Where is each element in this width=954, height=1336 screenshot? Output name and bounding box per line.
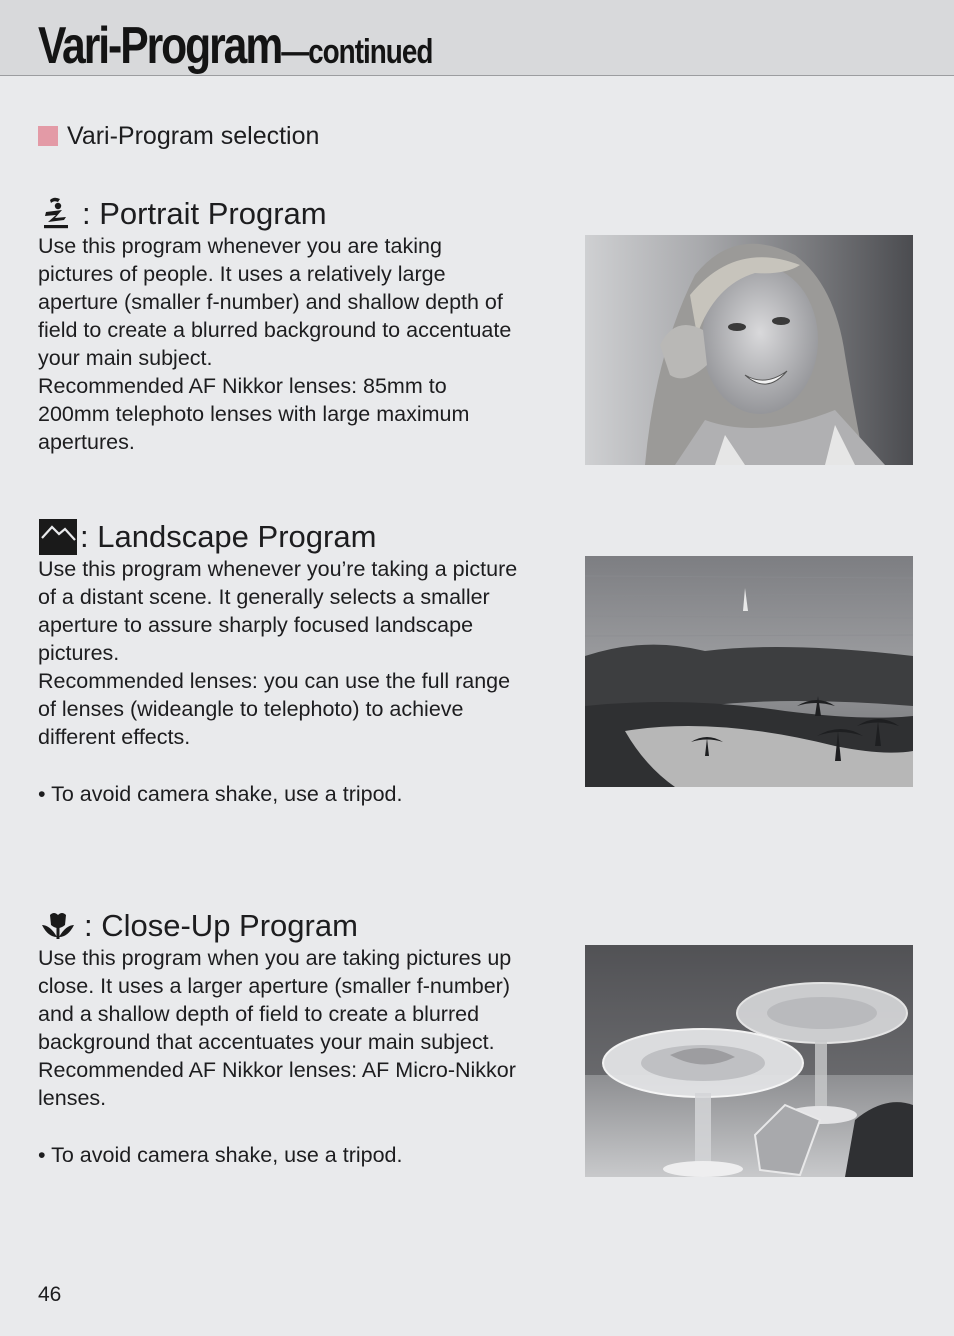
close-up-tripod-note: • To avoid camera shake, use a tripod. — [38, 1143, 403, 1167]
portrait-description: Use this program whenever you are taking pictures of people. It uses a relatively large aperture (smaller f-number) and shallow depth of field to create a blurred background to accentuate your main subject. Recommended AF Nikkor lenses: 85mm to 200mm telephoto lenses with large maximum apertures. — [38, 234, 512, 454]
page-title — [38, 16, 432, 82]
close-up-heading — [38, 908, 358, 944]
title-main: Vari-Program — [38, 17, 282, 75]
portrait-icon — [38, 196, 80, 232]
subtitle-text: Vari-Program selection — [67, 122, 320, 150]
close-up-heading-text: : Close-Up Program — [84, 908, 358, 943]
landscape-heading — [38, 518, 376, 556]
portrait-heading-text: : Portrait Program — [82, 196, 327, 231]
portrait-heading — [38, 196, 327, 232]
landscape-description: Use this program whenever you’re taking a picture of a distant scene. It generally selects a smaller aperture to assure sharply focused landscape pictures. Recommended lenses: you can use the full range of lenses (wideangle to telephoto) to achieve different effects. — [38, 557, 518, 749]
page-header — [0, 0, 954, 76]
close-up-photo — [585, 945, 913, 1177]
close-up-flower-icon — [38, 909, 82, 943]
pink-square-bullet-icon — [38, 126, 58, 146]
landscape-photo — [585, 556, 913, 787]
landscape-tripod-note: • To avoid camera shake, use a tripod. — [38, 782, 403, 806]
portrait-photo — [585, 235, 913, 465]
page-number: 46 — [38, 1283, 62, 1306]
section-subtitle — [38, 121, 319, 151]
landscape-heading-text: : Landscape Program — [80, 519, 377, 554]
landscape-icon — [38, 518, 78, 556]
title-suffix: —continued — [281, 33, 433, 71]
close-up-description: Use this program when you are taking pictures up close. It uses a larger aperture (smaller f-number) and a shallow depth of field to create a blurred background that accentuates your main subject. Recommended AF Nikkor lenses: AF Micro-Nikkor lenses. — [38, 946, 516, 1110]
